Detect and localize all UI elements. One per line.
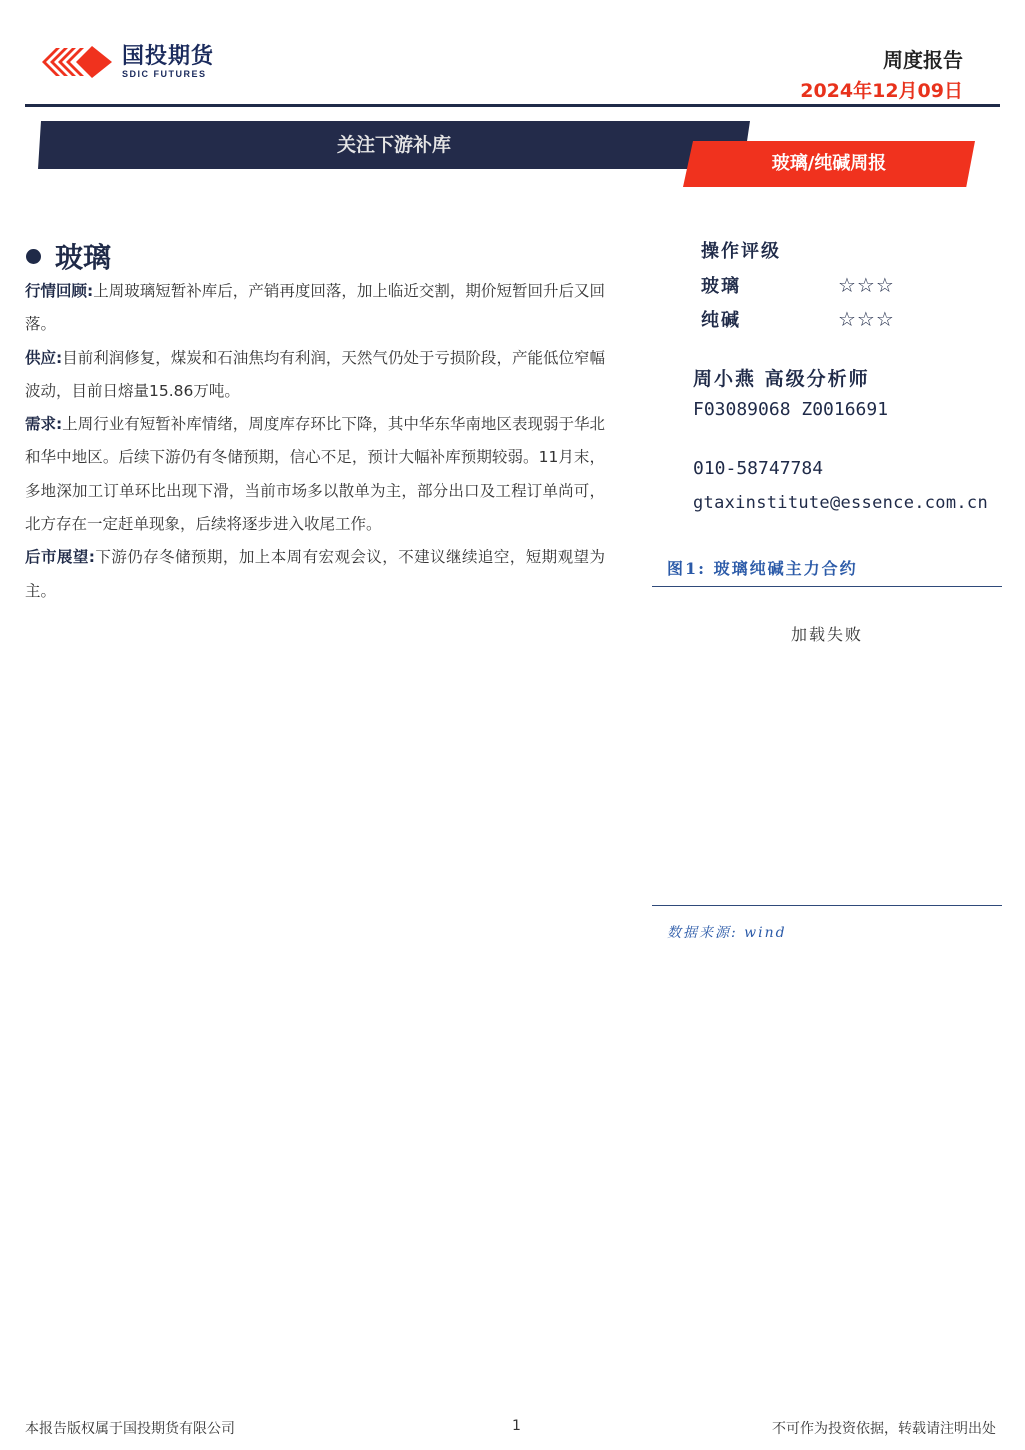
paragraph-supply [25, 342, 605, 409]
paragraph-label: 后市展望: [25, 548, 95, 567]
figure-source: 数据来源: wind [667, 925, 787, 941]
header-divider [25, 104, 1000, 107]
company-logo [42, 42, 214, 82]
rating-stars: ☆☆☆ [838, 273, 895, 297]
paragraph-text: 下游仍存冬储预期，加上本周有宏观会议，不建议继续追空，短期观望为主。 [25, 548, 605, 600]
rating-stars: ☆☆☆ [838, 307, 895, 331]
figure-load-failed: 加载失败 [790, 625, 863, 644]
paragraph-text: 上周行业有短暂补库情绪，周度库存环比下降，其中华东华南地区表现弱于华北和华中地区。后续下游仍有冬储预期，信心不足，预计大幅补库预期较弱。11月末，多地深加工订单环比出现下滑，当前市场多以散单为主，部分出口及工程订单尚可，北方存在一定赶单现象，后续将逐步进入收尾工作。 [25, 415, 605, 534]
report-body [25, 275, 605, 608]
paragraph-market-review [25, 275, 605, 342]
report-date: 2024年12月09日 [800, 80, 963, 102]
analyst-email[interactable]: gtaxinstitute@essence.com.cn [693, 493, 988, 513]
section-title: 玻璃 [55, 241, 112, 274]
footer-disclaimer: 不可作为投资依据，转载请注明出处 [772, 1421, 996, 1437]
rating-title: 操作评级 [701, 241, 781, 262]
paragraph-text: 目前利润修复，煤炭和石油焦均有利润，天然气仍处于亏损阶段，产能低位窄幅波动，目前日熔量15.86万吨。 [25, 348, 605, 400]
figure-title: 图1: 玻璃纯碱主力合约 [667, 559, 858, 578]
rating-row-glass [701, 272, 911, 298]
page-number: 1 [512, 1418, 521, 1434]
paragraph-text: 上周玻璃短暂补库后，产销再度回落，加上临近交割，期价短暂回升后又回落。 [25, 282, 605, 334]
rating-row-soda-ash [701, 306, 911, 332]
footer-copyright: 本报告版权属于国投期货有限公司 [25, 1421, 235, 1437]
figure-bottom-divider [652, 905, 1002, 906]
logo-chinese-name: 国投期货 [122, 44, 215, 69]
rating-name: 纯碱 [701, 310, 741, 331]
report-type: 周度报告 [883, 48, 963, 72]
bullet-icon [26, 249, 41, 264]
section-heading [26, 236, 111, 276]
logo-mark-icon [42, 43, 114, 81]
rating-name: 玻璃 [701, 276, 741, 297]
analyst-certification: F03089068 Z0016691 [693, 399, 889, 420]
figure-top-divider [652, 586, 1002, 587]
main-banner-title: 关注下游补库 [336, 134, 451, 156]
sub-banner-title: 玻璃/纯碱周报 [771, 153, 887, 174]
logo-english-name: SDIC FUTURES [122, 69, 207, 79]
paragraph-label: 供应: [25, 348, 63, 367]
analyst-name: 周小燕 高级分析师 [693, 368, 870, 390]
paragraph-outlook [25, 541, 605, 608]
paragraph-label: 需求: [25, 415, 63, 434]
analyst-phone: 010-58747784 [693, 458, 824, 479]
paragraph-demand [25, 408, 605, 541]
paragraph-label: 行情回顾: [25, 282, 94, 300]
